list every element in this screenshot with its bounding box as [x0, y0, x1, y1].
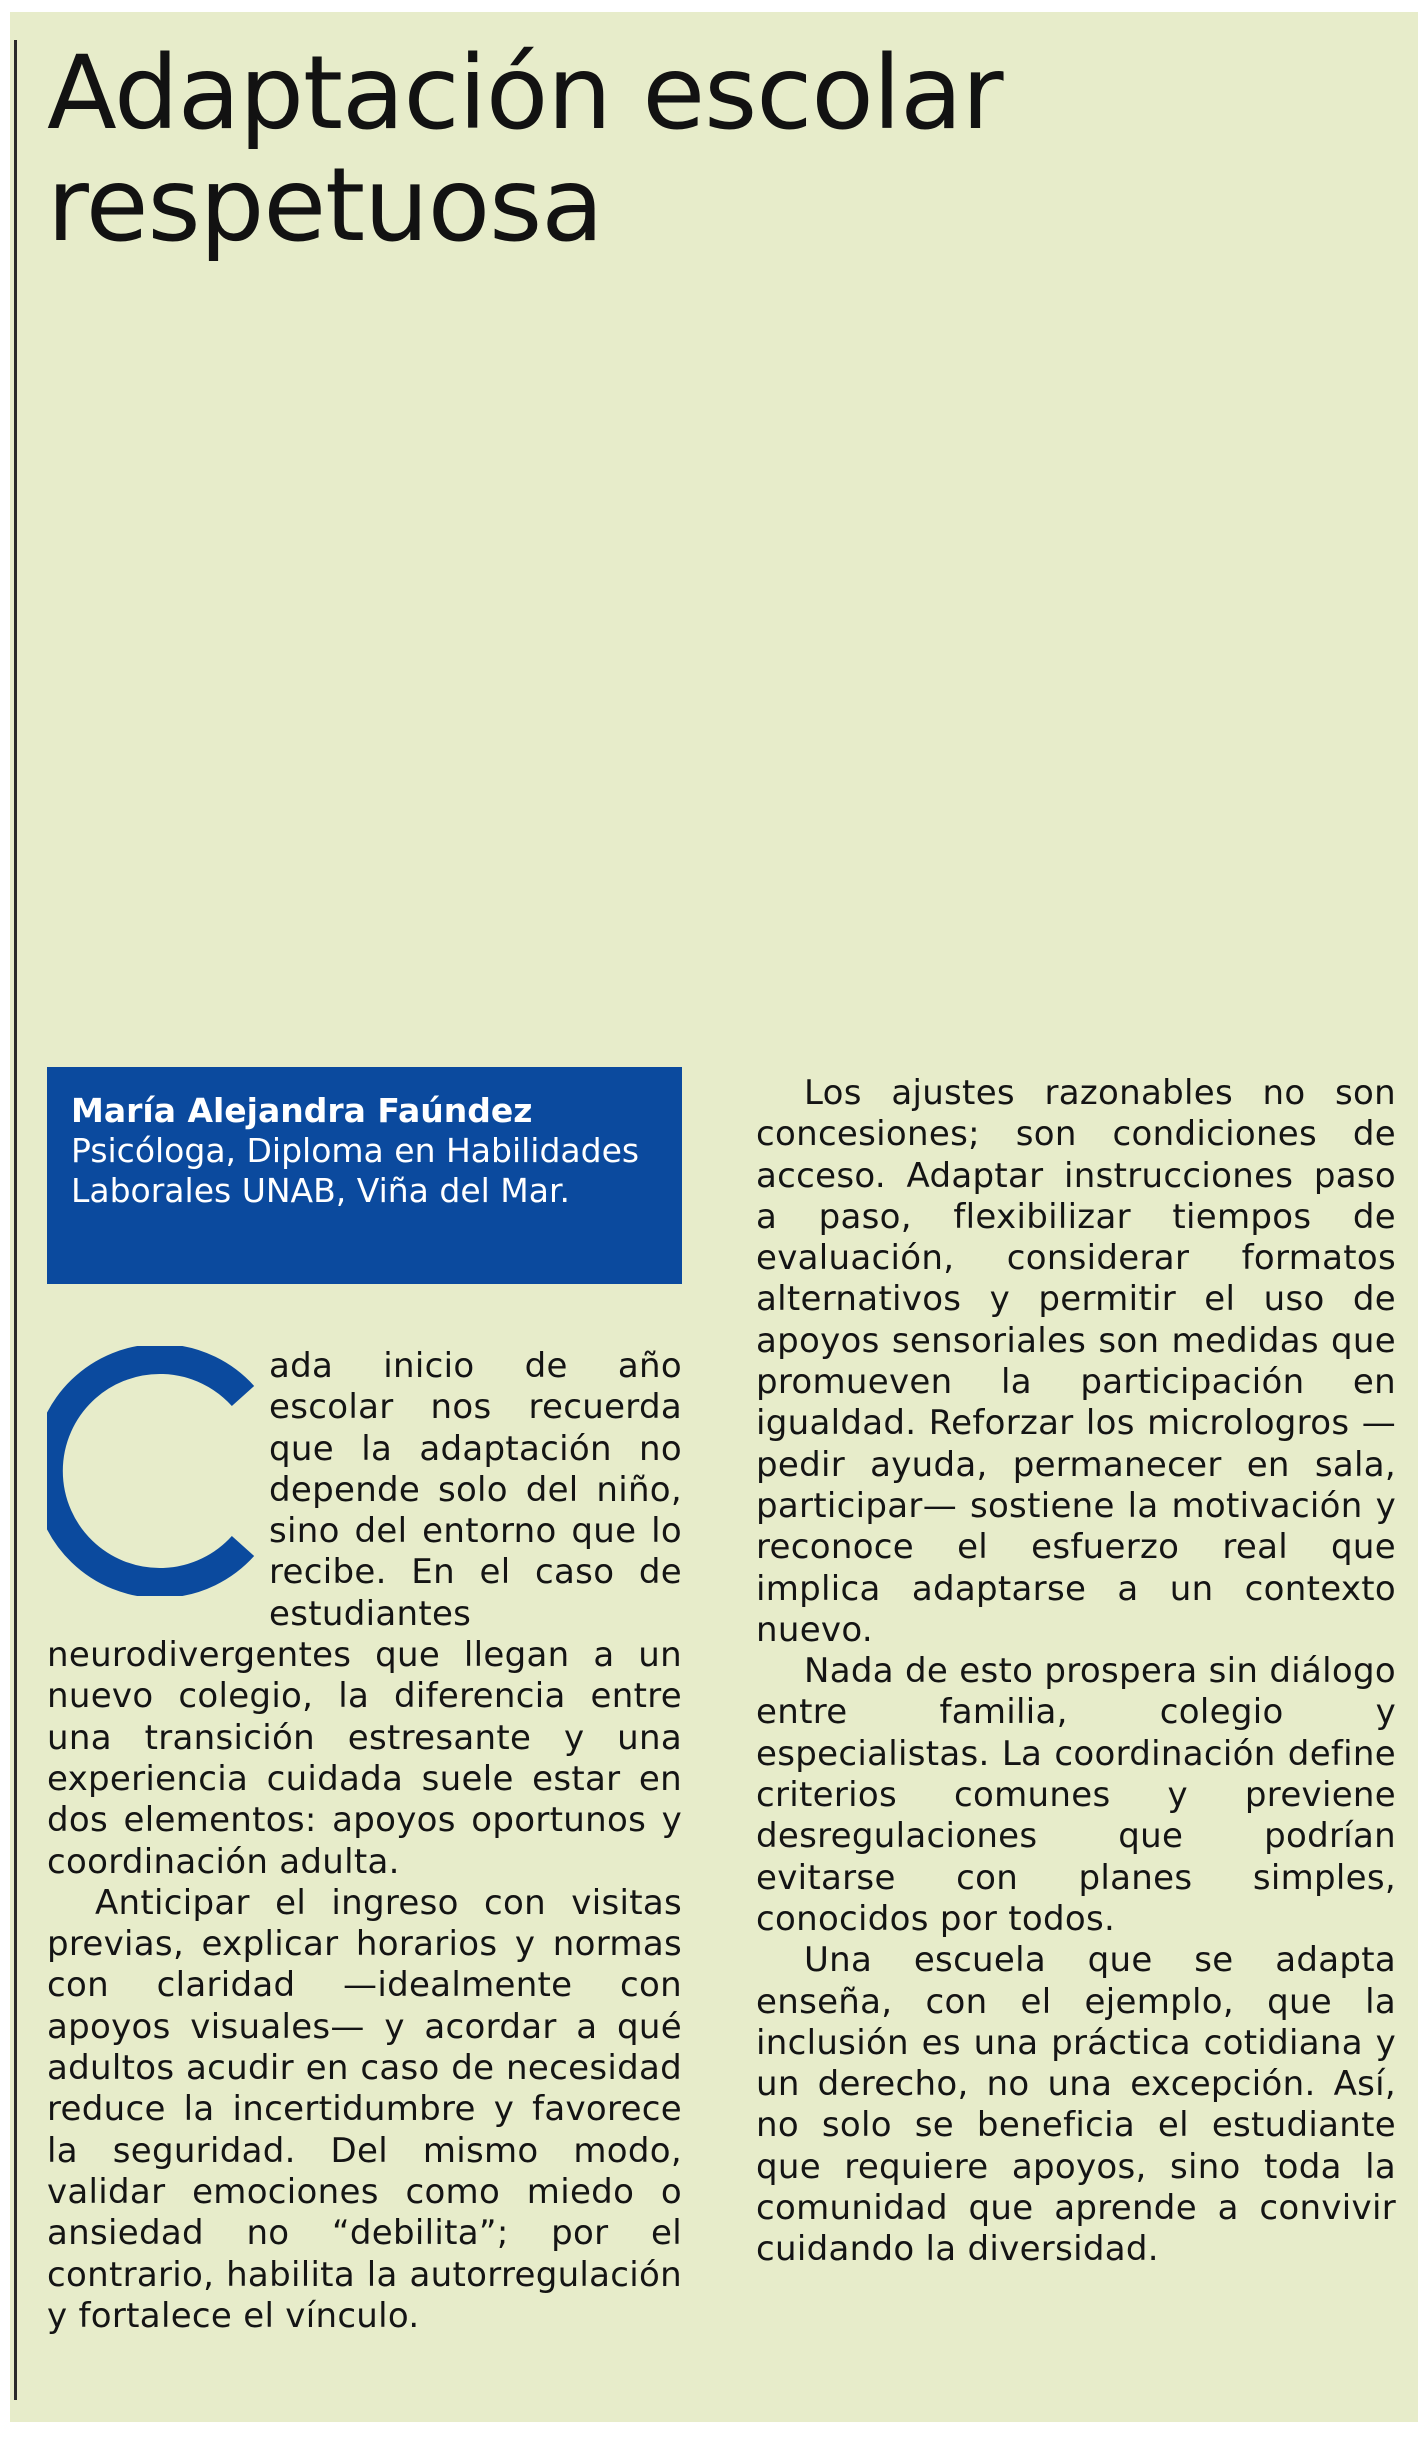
author-box — [47, 1067, 682, 1284]
column-right — [756, 1073, 1396, 2271]
column-left — [47, 1346, 682, 2337]
author-name: María Alejandra Faúndez — [71, 1091, 533, 1130]
author-role: Psicóloga, Diploma en Habilidades Laborales UNAB, Viña del Mar. — [71, 1131, 640, 1210]
left-rule — [14, 40, 17, 2400]
paragraph-5: Una escuela que se adapta enseña, con el ejemplo, que la inclusión es una práctica cotidiana y un derecho, no una excepción. Así, no solo se beneficia el estudiante que requiere apoyos, sino toda la comunidad que aprende a convivir cuidando la diversidad. — [756, 1940, 1396, 2270]
paragraph-3: Los ajustes razonables no son concesiones; son condiciones de acceso. Adaptar instrucciones paso a paso, flexibilizar tiempos de evaluación, considerar formatos alternativos y permitir el uso de apoyos sensoriales son medidas que promueven la participación en igualdad. Reforzar los micrologros —pedir ayuda, permanecer en sala, participar— sostiene la motivación y reconoce el esfuerzo real que implica adaptarse a un contexto nuevo. — [756, 1073, 1396, 1650]
paragraph-4: Nada de esto prospera sin diálogo entre familia, colegio y especialistas. La coordinación define criterios comunes y previene desregulaciones que podrían evitarse con planes simples, conocidos por todos. — [756, 1651, 1396, 1939]
paragraph-1: ada inicio de año escolar nos recuerda que la adaptación no depende solo del niño, sino del entorno que lo recibe. En el caso de estudiantes neurodivergentes que llegan a un nuevo colegio, la diferencia entre una transición estresante y una experiencia cuidada suele estar en dos elementos: apoyos oportunos y coordinación adulta. — [47, 1346, 682, 1882]
dropcap-letter — [47, 1346, 257, 1596]
article-page — [10, 12, 1418, 2422]
article-title: Adaptación escolar respetuosa — [47, 34, 1003, 265]
dropcap-c-shape — [48, 1359, 243, 1583]
paragraph-2: Anticipar el ingreso con visitas previas, explicar horarios y normas con claridad —idealmente con apoyos visuales— y acordar a qué adultos acudir en caso de necesidad reduce la incertidumbre y favorece la seguridad. Del mismo modo, validar emociones como miedo o ansiedad no “debilita”; por el contrario, habilita la autorregulación y fortalece el vínculo. — [47, 1882, 682, 2336]
